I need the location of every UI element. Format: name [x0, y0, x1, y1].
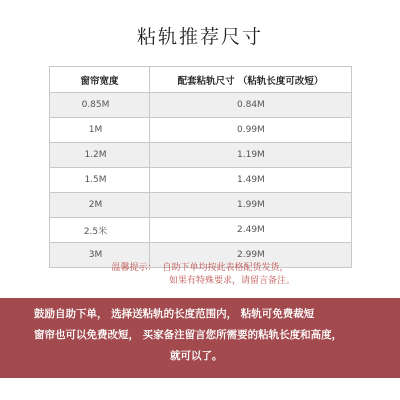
column-header-curtain-width: 窗帘宽度: [50, 67, 150, 93]
column-header-rail-size: 配套粘轨尺寸 （粘轨长度可改短）: [150, 67, 352, 93]
curtain-width-cell: 3M: [50, 243, 150, 268]
promo-banner: [0, 298, 400, 378]
tip-note: [0, 262, 400, 288]
rail-size-cell: 0.84M: [150, 93, 352, 118]
rail-size-cell: 2.99M: [150, 243, 352, 268]
table-header-row: [50, 67, 352, 93]
table-row: [50, 93, 352, 118]
rail-size-cell: 1.99M: [150, 193, 352, 218]
size-table: [49, 66, 352, 268]
curtain-width-cell: 0.85M: [50, 93, 150, 118]
rail-size-cell: 0.99M: [150, 118, 352, 143]
curtain-width-cell: 2M: [50, 193, 150, 218]
page-title: 粘轨推荐尺寸: [136, 26, 263, 48]
tip-label: 温馨提示：: [111, 263, 157, 273]
banner-line-1: 鼓励自助下单， 选择送粘轨的长度范围内， 粘轨可免费裁短: [34, 308, 315, 320]
rail-size-cell: 1.19M: [150, 143, 352, 168]
table-row: [50, 143, 352, 168]
rail-size-cell: 1.49M: [150, 168, 352, 193]
curtain-width-cell: 1M: [50, 118, 150, 143]
table-row: [50, 118, 352, 143]
table-row: [50, 218, 352, 243]
banner-line-3: 就可以了。: [170, 350, 223, 362]
table-row: [50, 168, 352, 193]
banner-line-2: 窗帘也可以免费改短， 买家备注留言您所需要的粘轨长度和高度，: [34, 329, 343, 341]
tip-line-2: 如果有特殊要求，请留言备注。: [168, 276, 295, 286]
rail-size-cell: 2.49M: [150, 218, 352, 243]
curtain-width-cell: 2.5米: [50, 218, 150, 243]
tip-line-1: 自助下单均按此表格配货发货，: [162, 263, 289, 273]
curtain-width-cell: 1.2M: [50, 143, 150, 168]
curtain-width-cell: 1.5M: [50, 168, 150, 193]
table-row: [50, 193, 352, 218]
